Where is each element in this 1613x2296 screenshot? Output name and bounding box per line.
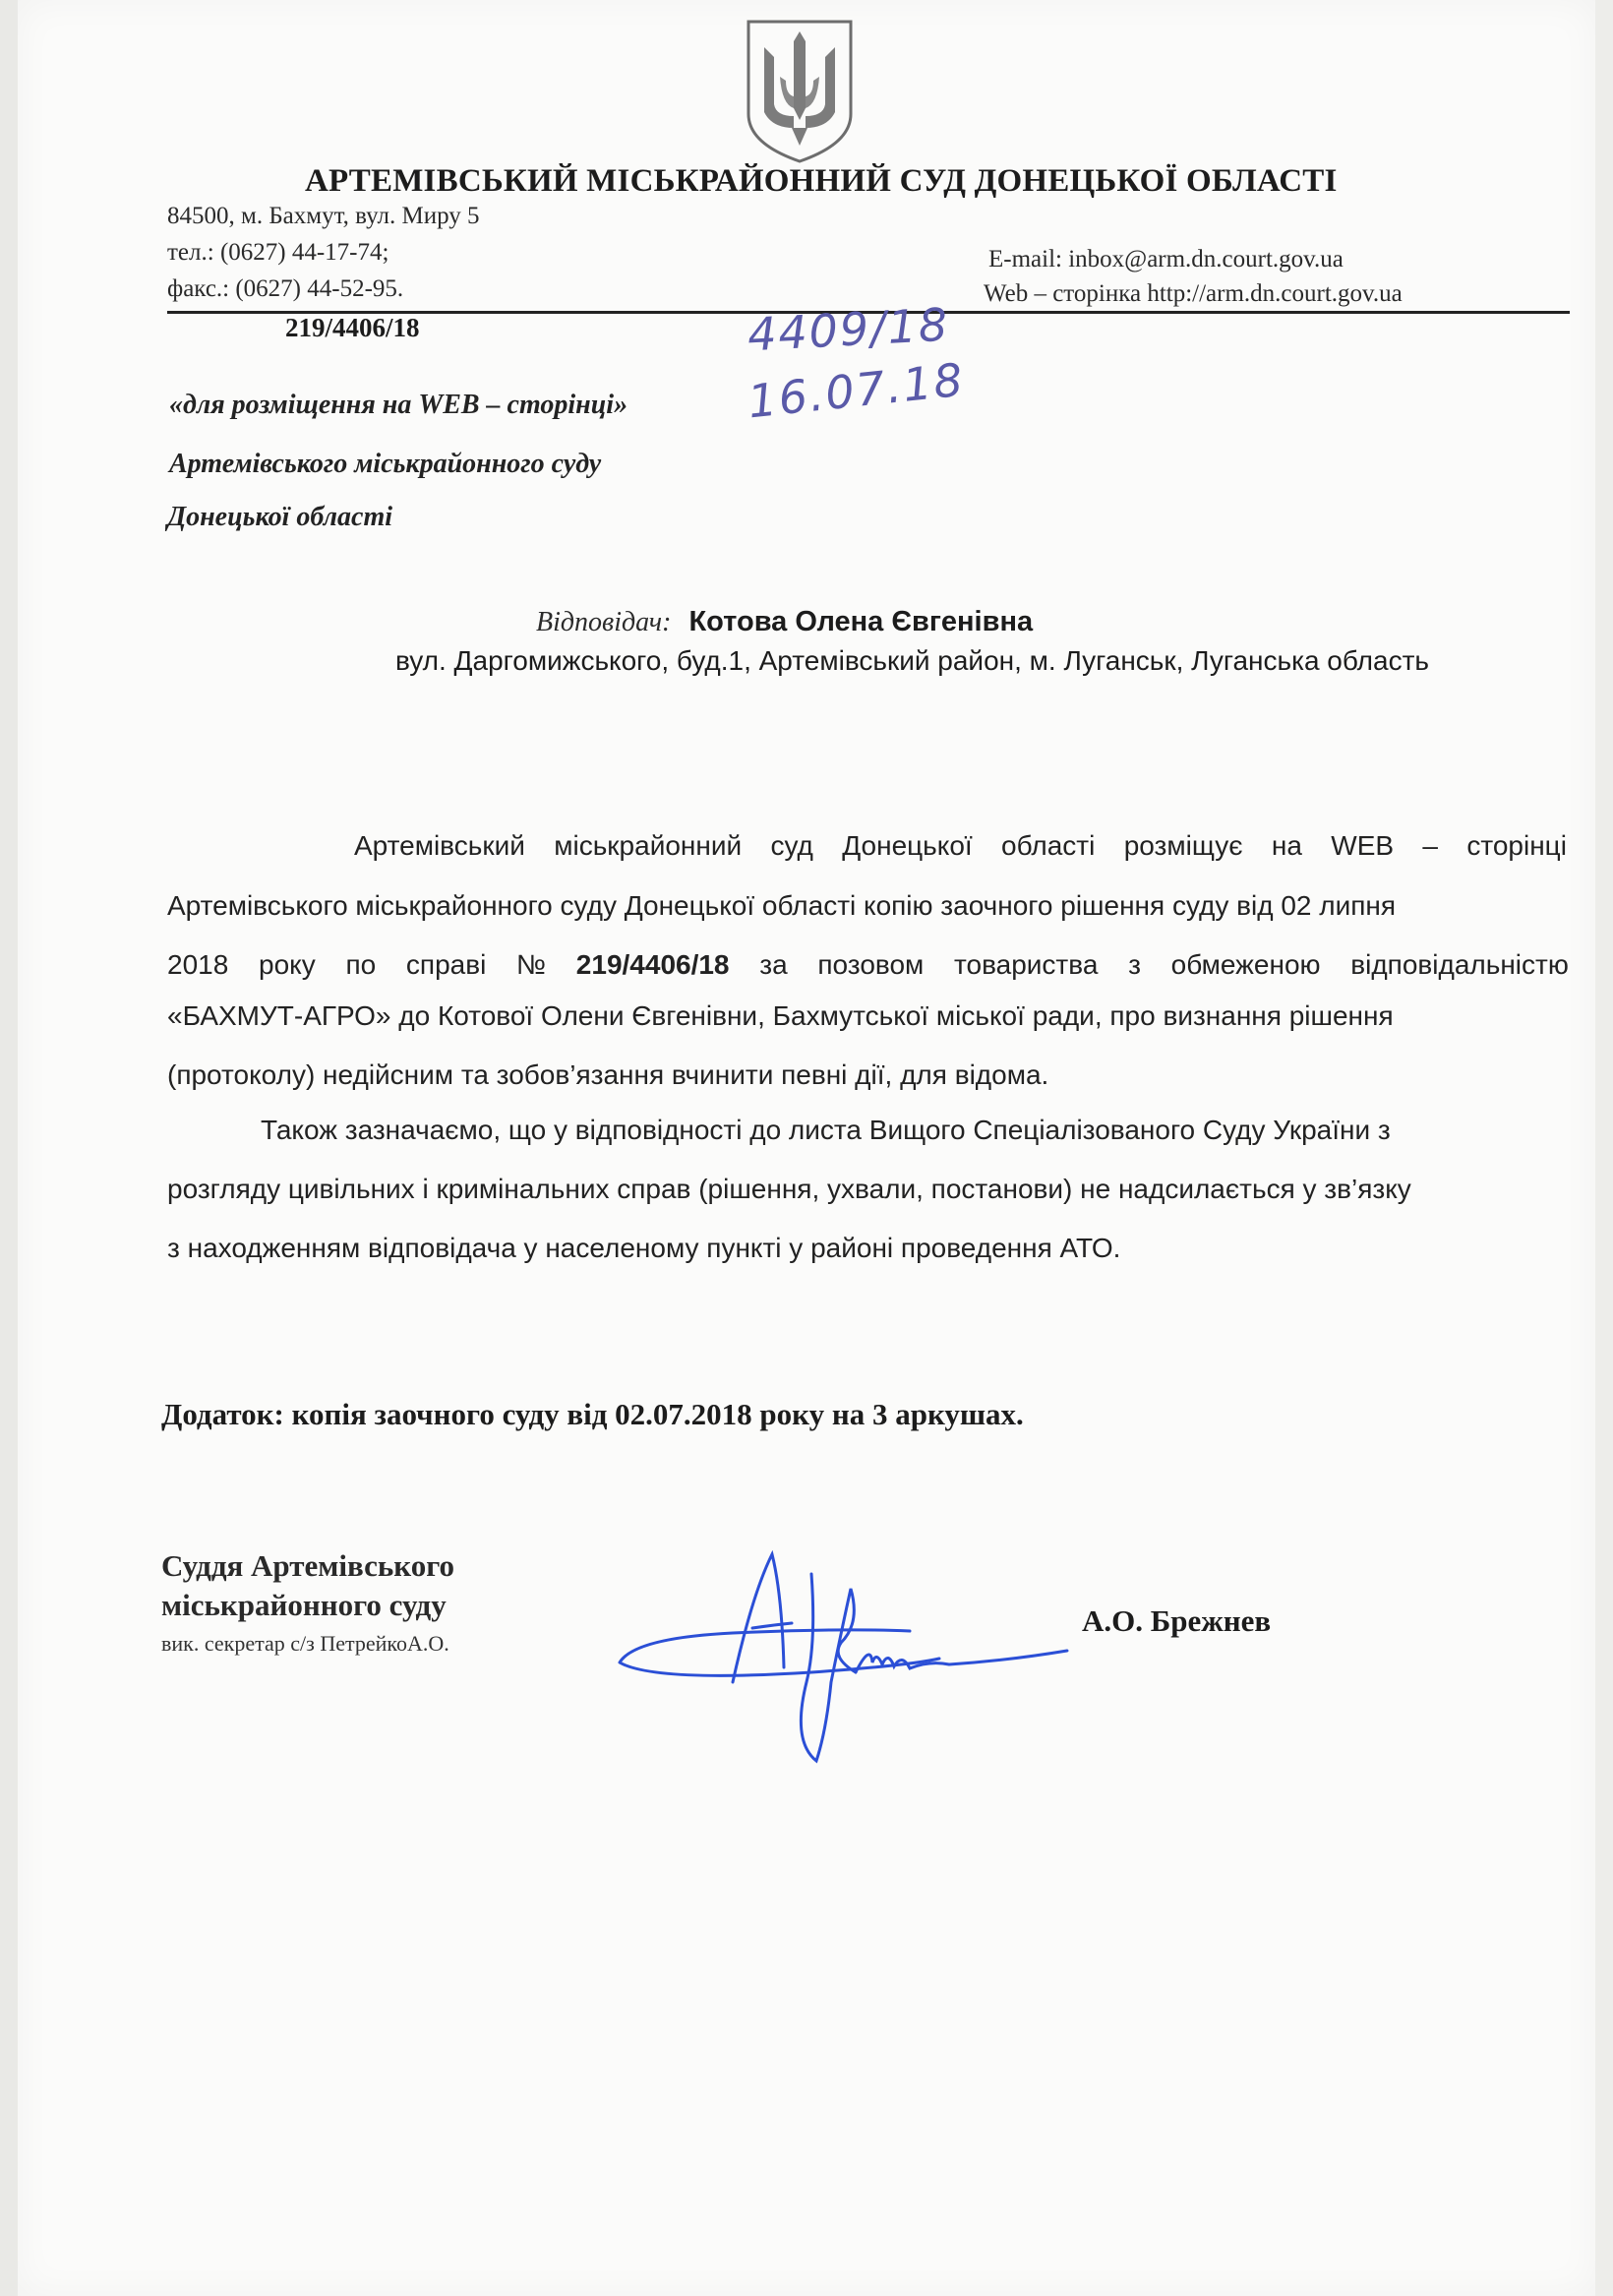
court-fax: факс.: (0627) 44-52-95. xyxy=(167,275,404,302)
body-paragraph-1-line-3: 2018 року по справі № 219/4406/18 за позовом товариства з обмеженою відповідальністю xyxy=(167,949,1569,980)
executor-note: вик. секретар с/з ПетрейкоА.О. xyxy=(161,1631,449,1656)
case-number-inline: 219/4406/18 xyxy=(575,949,730,980)
body-paragraph-1-line-1: Артемівський міськрайонний суд Донецької області розміщує на WEB – сторінці xyxy=(354,830,1567,861)
handwritten-date: 16.07.18 xyxy=(745,352,968,429)
handwritten-registration-number: 4409/18 xyxy=(746,297,951,362)
body-paragraph-2-line-1: Також зазначаємо, що у відповідності до листа Вищого Спеціалізованого Суду України з xyxy=(261,1115,1391,1145)
court-email: E-mail: inbox@arm.dn.court.gov.ua xyxy=(988,246,1344,272)
court-title: АРТЕМІВСЬКИЙ МІСЬКРАЙОННИЙ СУД ДОНЕЦЬКОЇ ОБЛАСТІ xyxy=(305,163,1338,199)
signature-title-line-1: Суддя Артемівського xyxy=(161,1548,455,1583)
handwritten-signature xyxy=(615,1535,1077,1781)
body-paragraph-1-line-2: Артемівського міськрайонного суду Донецької області копію заочного рішення суду від 02 липня xyxy=(167,890,1397,921)
body-paragraph-2-line-3: з находженням відповідача у населеному пункті у районі проведення АТО. xyxy=(167,1233,1121,1263)
judge-name: А.О. Брежнев xyxy=(1082,1603,1272,1638)
court-website: Web – сторінка http://arm.dn.court.gov.ua xyxy=(984,280,1403,307)
body-paragraph-1-line-4: «БАХМУТ-АГРО» до Котової Олени Євгенівни, Бахмутської міської ради, про визнання рішення xyxy=(167,1000,1394,1031)
body-paragraph-1-line-5: (протоколу) недійсним та зобов’язання вчинити певні дії, для відома. xyxy=(167,1059,1049,1090)
court-address: 84500, м. Бахмут, вул. Миру 5 xyxy=(167,203,480,229)
page-edge-left xyxy=(0,0,18,2296)
ukraine-coat-of-arms-icon xyxy=(743,18,857,165)
respondent-name: Котова Олена Євгенівна xyxy=(688,606,1034,637)
addressee-line-2: Артемівського міськрайонного суду xyxy=(169,449,602,479)
respondent-label: Відповідач: xyxy=(536,607,672,637)
respondent-address: вул. Даргомижського, буд.1, Артемівський район, м. Луганськ, Луганська область xyxy=(395,645,1429,676)
body-paragraph-2-line-2: розгляду цивільних і кримінальних справ (рішення, ухвали, постанови) не надсилається у зв’язку xyxy=(167,1174,1411,1204)
addressee-line-1: «для розміщення на WEB – сторінці» xyxy=(169,390,628,420)
signature-title-line-2: міськрайонного суду xyxy=(161,1588,447,1622)
page-edge-right xyxy=(1595,0,1613,2296)
addressee-line-3: Донецької області xyxy=(167,502,393,532)
case-number: 219/4406/18 xyxy=(285,313,420,342)
attachment-note: Додаток: копія заочного суду від 02.07.2018 року на 3 аркушах. xyxy=(161,1397,1024,1431)
court-phone: тел.: (0627) 44-17-74; xyxy=(167,239,389,266)
respondent-line xyxy=(536,606,1033,638)
